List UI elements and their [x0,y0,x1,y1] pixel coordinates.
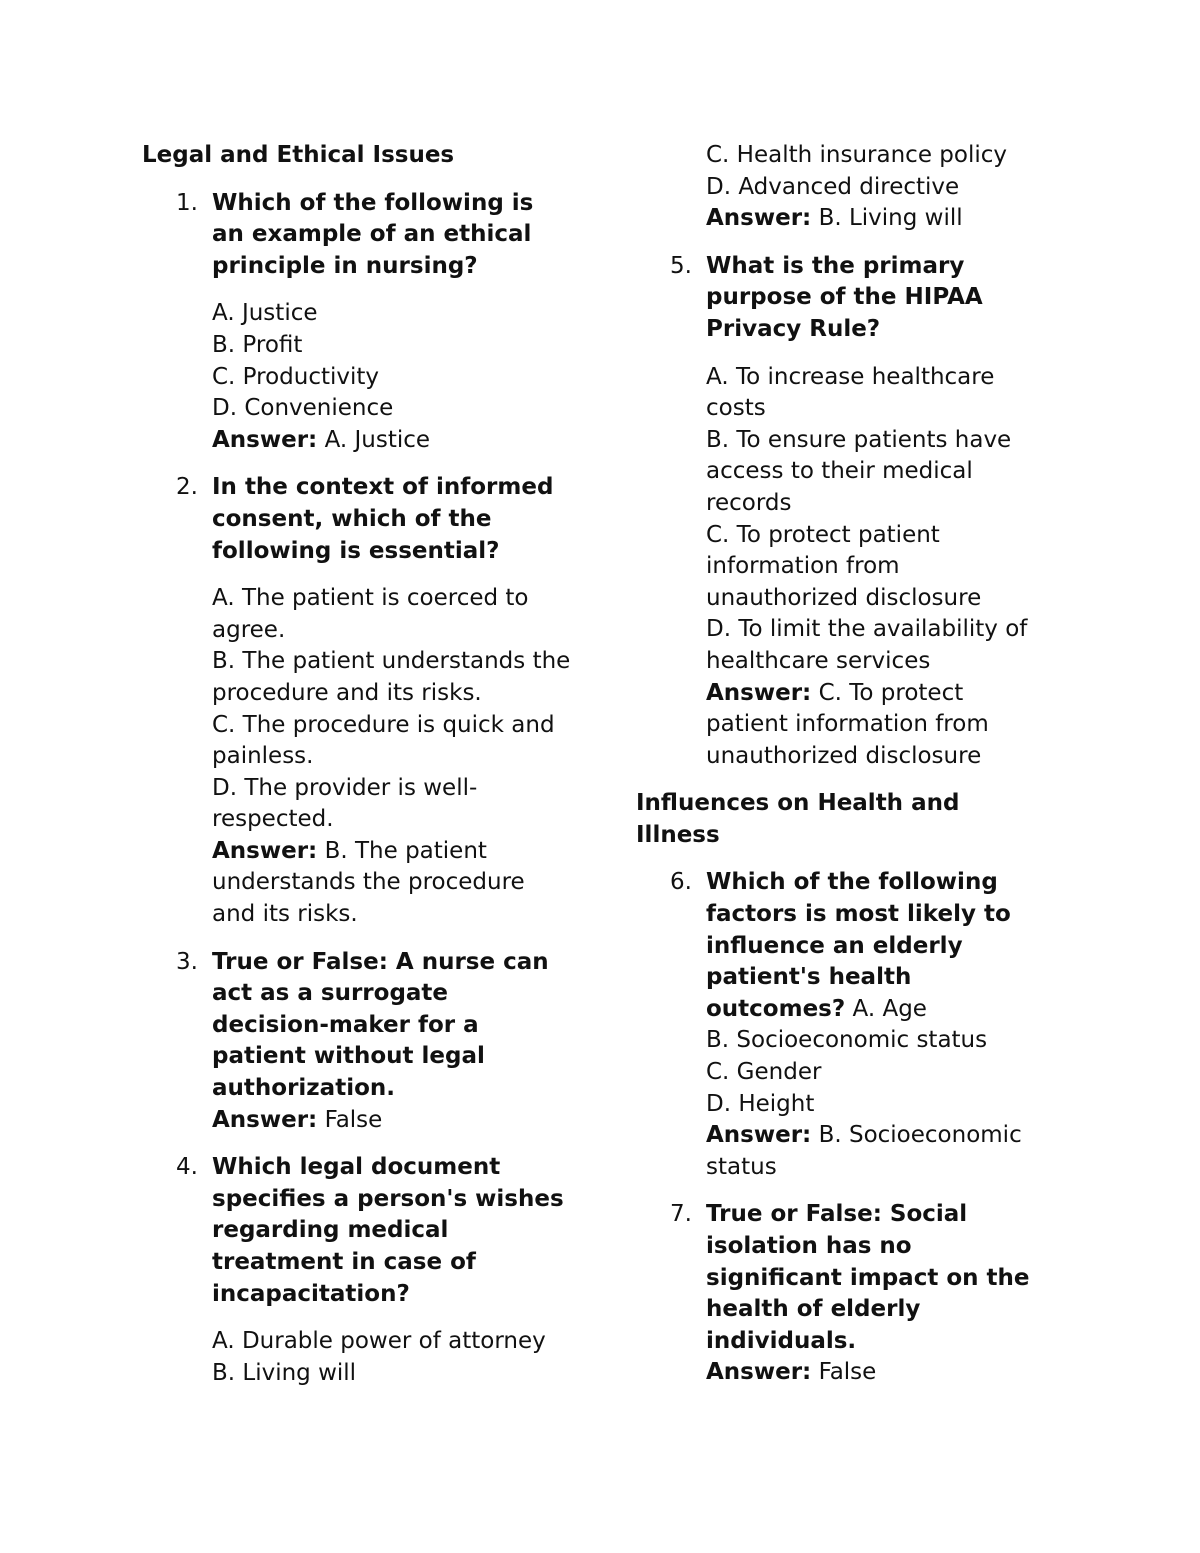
answer-options [706,362,1051,773]
option-a: A. Durable power of attorney [212,1328,546,1355]
option-c: C. Health insurance policy [706,142,1007,168]
question-number: 1. [176,189,198,216]
answer-line [706,203,1051,235]
answer-value: False [317,1106,383,1133]
question-text: Which legal document specifies a person's wishes regarding medical treatment in case of incapacitation? [212,1154,564,1307]
question-5 [636,251,1051,773]
option-a: A. The patient is coerced to agree. [212,585,529,643]
right-column [636,140,1051,1405]
option-b: B. To ensure patients have access to their medical records [706,426,1012,516]
question-6 [636,867,1051,1183]
answer-options [212,583,572,931]
option-d: D. To limit the availability of healthcare services [706,616,1028,674]
option-a: A. To increase healthcare costs [706,363,995,422]
question-1 [142,188,572,457]
answer-label: Answer: [706,679,812,706]
answer-line [706,678,1051,773]
option-a: A. Age [845,995,927,1022]
answer-label: Answer: [212,837,318,864]
option-c: C. Productivity [212,363,380,390]
option-c: C. To protect patient information from unauthorized disclosure [706,521,982,611]
option-d: D. Height [706,1090,815,1117]
option-d: D. Convenience [212,395,394,422]
option-d: D. Advanced directive [706,173,960,200]
question-number: 2. [176,474,198,501]
question-text: What is the primary purpose of the HIPAA Privacy Rule? [706,252,983,342]
answer-value: A. Justice [317,426,431,453]
question-number: 7. [670,1201,692,1228]
answer-line [706,1120,1051,1183]
answer-line [212,425,572,457]
answer-value: B. Living will [811,205,963,232]
answer-label: Answer: [212,426,318,453]
question-7 [636,1199,1051,1389]
question-4 [142,1152,572,1389]
answer-value: C. To protect patient information from unauthorized disclosure [706,679,989,769]
answer-options [212,1326,572,1389]
question-2 [142,472,572,930]
option-a: A. Justice [212,300,318,327]
answer-line [212,836,572,931]
answer-label: Answer: [212,1106,318,1133]
option-c: C. The procedure is quick and painless. [212,711,555,770]
answer-label: Answer: [706,205,812,232]
answer-value: B. Socioeconomic status [706,1122,1022,1180]
question-text: Which of the following factors is most likely to influence an elderly patient's health outcomes? [706,869,1011,1022]
question-number: 3. [176,948,198,975]
answer-options [212,298,572,456]
answer-line [706,1357,1051,1389]
option-d: D. The provider is well-respected. [212,774,478,833]
answer-options [706,1025,1051,1183]
question-3 [142,947,572,1137]
option-c: C. Gender [706,1059,822,1086]
question-text: In the context of informed consent, which of the following is essential? [212,474,554,564]
question-text: True or False: A nurse can act as a surrogate decision-maker for a patient without legal authorization. [212,948,549,1102]
question-number: 5. [670,252,692,279]
question-number: 4. [176,1154,198,1181]
option-b: B. Socioeconomic status [706,1027,988,1054]
question-text: Which of the following is an example of an ethical principle in nursing? [212,189,534,279]
answer-label: Answer: [706,1359,812,1386]
option-b: B. The patient understands the procedure and its risks. [212,648,571,706]
question-number: 6. [670,869,692,896]
section-title: Influences on Health and Illness [636,790,960,848]
option-b: B. Living will [212,1359,357,1386]
option-b: B. Profit [212,331,303,358]
question-4-continued [636,140,1051,235]
question-text: True or False: Social isolation has no significant impact on the health of elderly individuals. [706,1201,1030,1354]
answer-value: False [811,1359,877,1386]
answer-label: Answer: [706,1122,812,1149]
answer-value: B. The patient understands the procedure and its risks. [212,837,525,928]
section-title: Legal and Ethical Issues [142,142,455,168]
left-column [142,140,572,1405]
answer-line [212,1105,572,1137]
question-line [706,867,1051,1025]
